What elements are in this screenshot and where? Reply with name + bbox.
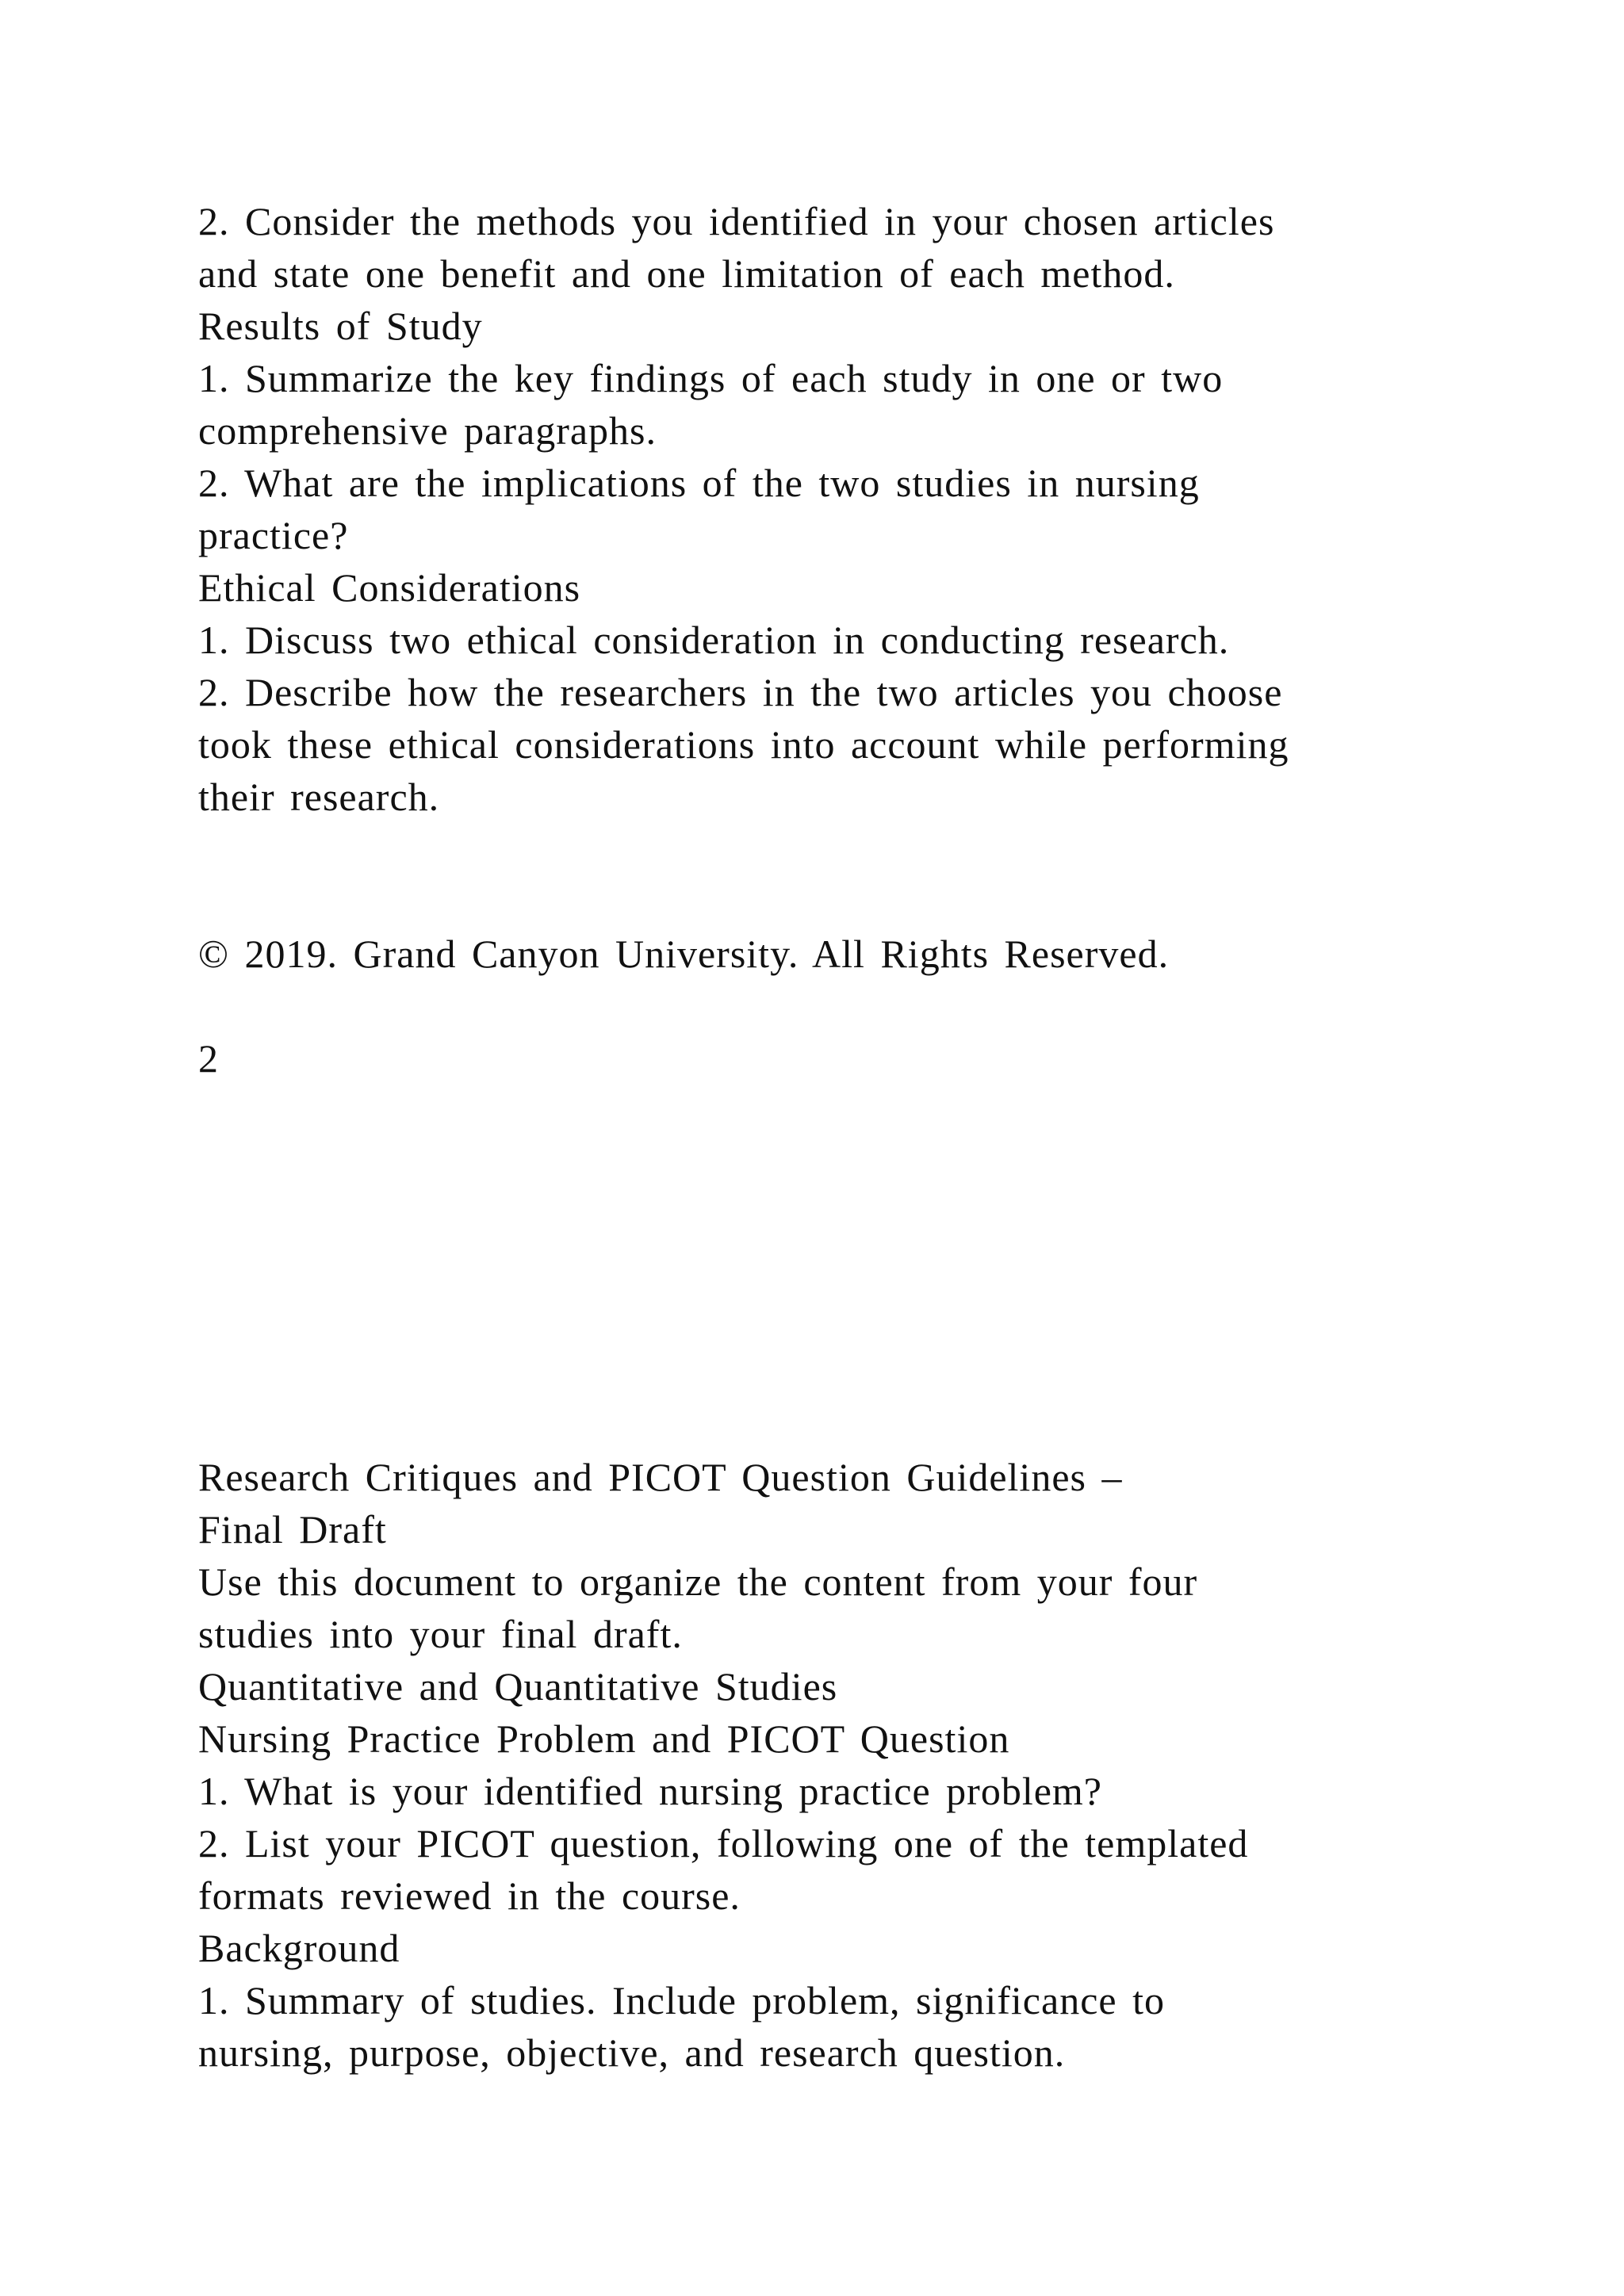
text-line: and state one benefit and one limitation of each method.: [198, 251, 1175, 296]
document-title: Research Critiques and PICOT Question Guidelines –: [198, 1455, 1123, 1499]
section-heading-background: Background: [198, 1926, 400, 1970]
text-line: 1. What is your identified nursing practice problem?: [198, 1769, 1102, 1813]
text-line: their research.: [198, 775, 440, 819]
document-title-cont: Final Draft: [198, 1507, 387, 1552]
section-heading-results: Results of Study: [198, 304, 483, 348]
text-line: 1. Summary of studies. Include problem, significance to: [198, 1978, 1165, 2022]
text-line: 2. Consider the methods you identified in your chosen articles: [198, 199, 1275, 243]
text-line: 2. List your PICOT question, following one of the templated: [198, 1821, 1249, 1866]
section-heading-picot: Nursing Practice Problem and PICOT Question: [198, 1716, 1010, 1761]
text-line: 2. What are the implications of the two studies in nursing: [198, 461, 1200, 505]
text-line: 2. Describe how the researchers in the two articles you choose: [198, 670, 1283, 714]
text-line: comprehensive paragraphs.: [198, 408, 657, 453]
copyright-notice: © 2019. Grand Canyon University. All Rights Reserved.: [198, 932, 1170, 976]
text-line: took these ethical considerations into account while performing: [198, 722, 1289, 767]
text-line: nursing, purpose, objective, and research question.: [198, 2030, 1066, 2075]
section-heading-ethical: Ethical Considerations: [198, 565, 581, 610]
text-line: formats reviewed in the course.: [198, 1873, 741, 1918]
page-number: 2: [198, 1036, 219, 1081]
text-line: Use this document to organize the content from your four: [198, 1559, 1198, 1604]
text-line: practice?: [198, 513, 349, 557]
section-heading-studies: Quantitative and Quantitative Studies: [198, 1664, 838, 1709]
text-line: 1. Summarize the key findings of each study in one or two: [198, 356, 1224, 400]
text-line: 1. Discuss two ethical consideration in conducting research.: [198, 618, 1230, 662]
text-line: studies into your final draft.: [198, 1612, 683, 1656]
